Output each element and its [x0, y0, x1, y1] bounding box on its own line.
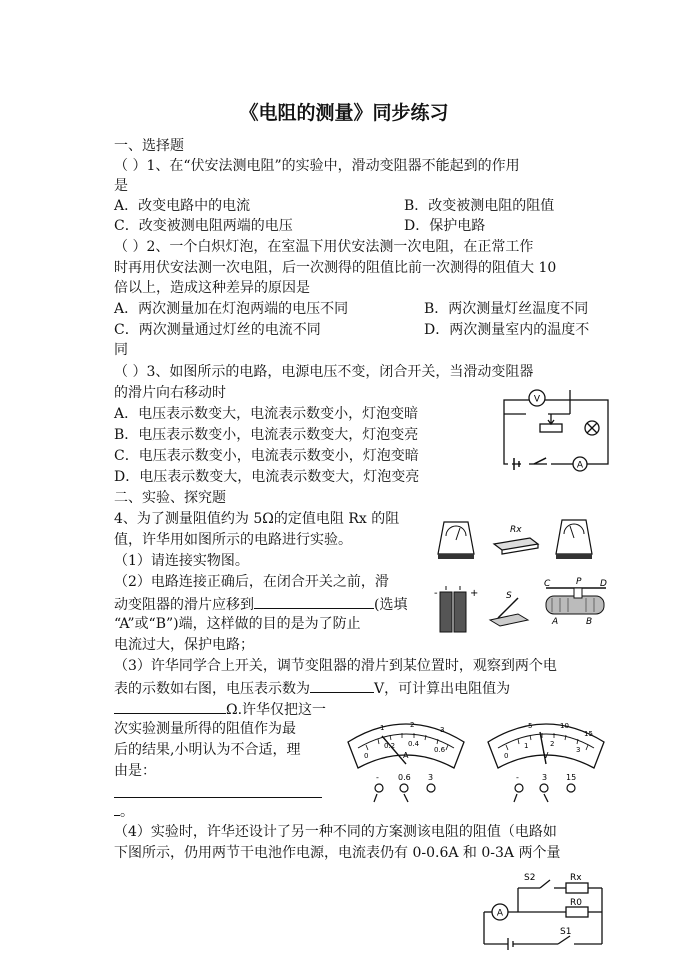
ammeter-dial-figure: [344, 712, 468, 802]
q4-part3-line6: 由是：: [114, 763, 156, 779]
switch-s-label: S: [506, 591, 512, 601]
q4-slider-end-answer[interactable]: [254, 593, 374, 609]
s2-label: S2: [524, 873, 536, 883]
q2-stem-cont: 时再用伏安法测一次电阻，后一次测得的阻值比前一次测得的阻值大 10: [114, 260, 557, 276]
q1-option-d: D．保护电路: [404, 218, 486, 234]
q4-part2-line4: 电流过大，保护电路；: [114, 637, 254, 653]
rheostat-device-icon: [546, 588, 606, 614]
svg-text:V: V: [543, 751, 549, 760]
svg-text:0.6: 0.6: [434, 746, 446, 754]
q2-option-b: B．两次测量灯丝温度不同: [424, 301, 589, 317]
svg-text:0.6: 0.6: [398, 773, 411, 782]
r0-label: R0: [570, 898, 582, 908]
q4-part2-line1: （2）电路连接正确后，在闭合开关之前，滑: [114, 574, 389, 590]
q3-stem: （ ）3、如图所示的电路，电源电压不变，闭合开关，当滑动变阻器: [114, 364, 534, 380]
voltmeter-dial-figure: [484, 712, 608, 802]
q2-option-d: D．两次测量室内的温度不: [424, 322, 590, 338]
terminal-b-label: B: [586, 617, 593, 627]
q2-option-a: A．两次测量加在灯泡两端的电压不同: [114, 301, 349, 317]
battery-pack-icon: [434, 586, 478, 632]
svg-text:3: 3: [542, 773, 548, 782]
q4-part3-line1: （3）许华同学合上开关，调节变阻器的滑片到某位置时，观察到两个电: [114, 658, 557, 674]
q2-option-d-cont: 同: [114, 342, 128, 358]
q1-stem-cont: 是: [114, 178, 128, 194]
q4-part4-line2: 下图所示，仍用两节干电池作电源，电流表仍有 0-0.6A 和 0-3A 两个量: [114, 845, 561, 861]
q4-resistance-answer[interactable]: [114, 698, 226, 714]
svg-text:0: 0: [364, 752, 369, 760]
q3-circuit-diagram: [500, 386, 620, 478]
svg-text:2: 2: [410, 721, 415, 729]
q2-stem: （ ）2、一个白炽灯泡，在室温下用伏安法测一次电阻，在正常工作: [114, 239, 534, 255]
q4-part2-prefix: 动变阻器的滑片应移到: [114, 597, 254, 613]
q4-part3-line5: 后的结果,小明认为不合适，理: [114, 742, 301, 758]
q4-part3-line3: [114, 698, 326, 720]
q4-part3-line4: 次实验测量所得的阻值作为最: [114, 721, 296, 737]
q4-part2-line3: “A”或“B”)端，这样做的目的是为了防止: [114, 616, 361, 632]
svg-text:3: 3: [576, 746, 581, 754]
q2-option-c: C．两次测量通过灯丝的电流不同: [114, 322, 321, 338]
q3-option-d: D．电压表示数变大，电流表示数变大，灯泡变亮: [114, 469, 420, 485]
q1-stem: （ ）1、在“伏安法测电阻”的实验中，滑动变阻器不能起到的作用: [114, 158, 520, 174]
q2-stem-end: 倍以上，造成这种差异的原因是: [114, 280, 310, 296]
q4-part3-line2: [114, 677, 510, 699]
switch-device-icon: [490, 598, 528, 626]
q4-apparatus-figure: [434, 510, 614, 640]
svg-text:3: 3: [440, 726, 445, 734]
page-title: 《电阻的测量》同步练习: [239, 102, 449, 124]
q3-option-c: C．电压表示数变小，电流表示数变小，灯泡变暗: [114, 448, 419, 464]
q4-part2-line2: [114, 593, 407, 615]
q4-part1: （1）请连接实物图。: [114, 553, 249, 569]
svg-text:-: -: [376, 773, 379, 782]
terminal-c-label: C: [544, 579, 551, 589]
svg-text:+: +: [470, 588, 479, 599]
q4-part2-suffix: (选填: [374, 597, 408, 613]
q3-ammeter-label: A: [576, 460, 584, 471]
resistor-rx-icon: [494, 538, 538, 554]
q1-option-a: A．改变电路中的电流: [114, 198, 251, 214]
q4-part3-mid: V，可计算出电阻值为: [374, 681, 511, 697]
svg-text:0.2: 0.2: [384, 742, 396, 750]
svg-text:1: 1: [524, 742, 529, 750]
q4-ammeter-label: A: [496, 908, 504, 919]
voltmeter-device-icon: [556, 520, 592, 559]
slider-p-label: P: [576, 577, 582, 587]
rx-label-circuit: Rx: [570, 873, 582, 883]
svg-text:-: -: [434, 588, 438, 599]
q4-part3-prefix: 表的示数如右图，电压表示数为: [114, 681, 310, 697]
svg-text:-: -: [516, 773, 519, 782]
section-heading-choice: 一、选择题: [114, 138, 184, 154]
svg-text:15: 15: [566, 773, 577, 782]
svg-text:1: 1: [380, 724, 385, 732]
svg-text:10: 10: [560, 722, 569, 730]
q3-voltmeter-label: V: [533, 394, 541, 405]
q3-option-b: B．电压表示数变小，电流表示数变大，灯泡变亮: [114, 427, 419, 443]
svg-text:15: 15: [584, 730, 593, 738]
terminal-d-label: D: [600, 579, 607, 589]
q1-option-b: B．改变被测电阻的阻值: [404, 198, 555, 214]
q4-part4-line1: （4）实验时，许华还设计了另一种不同的方案测该电阻的阻值（电路如: [114, 824, 557, 840]
rx-label: Rx: [510, 525, 522, 535]
svg-text:2: 2: [550, 740, 555, 748]
q4-part3-ohm: Ω.许华仅把这一: [226, 702, 327, 718]
q3-stem-cont: 的滑片向右移动时: [114, 385, 226, 401]
svg-text:A: A: [403, 751, 409, 760]
q4-voltage-answer[interactable]: [310, 677, 374, 693]
q4-stem-cont: 值，许华用如图所示的电路进行实验。: [114, 532, 352, 548]
svg-text:5: 5: [528, 722, 533, 730]
svg-text:3: 3: [428, 773, 434, 782]
q4-part4-circuit-diagram: [478, 870, 610, 962]
section-heading-experiment: 二、实验、探究题: [114, 490, 226, 506]
q1-option-c: C．改变被测电阻两端的电压: [114, 218, 293, 234]
s1-label: S1: [560, 927, 572, 937]
svg-text:0.4: 0.4: [408, 740, 420, 748]
q3-option-a: A．电压表示数变大，电流表示数变小，灯泡变暗: [114, 406, 419, 422]
ammeter-device-icon: [438, 522, 474, 559]
terminal-a-label: A: [552, 617, 559, 627]
q4-stem: 4、为了测量阻值约为 5Ω的定值电阻 Rx 的阻: [114, 511, 400, 527]
q4-reason-answer-line[interactable]: [114, 797, 322, 798]
svg-text:0: 0: [504, 752, 509, 760]
q4-part3-end: 。: [114, 800, 134, 822]
